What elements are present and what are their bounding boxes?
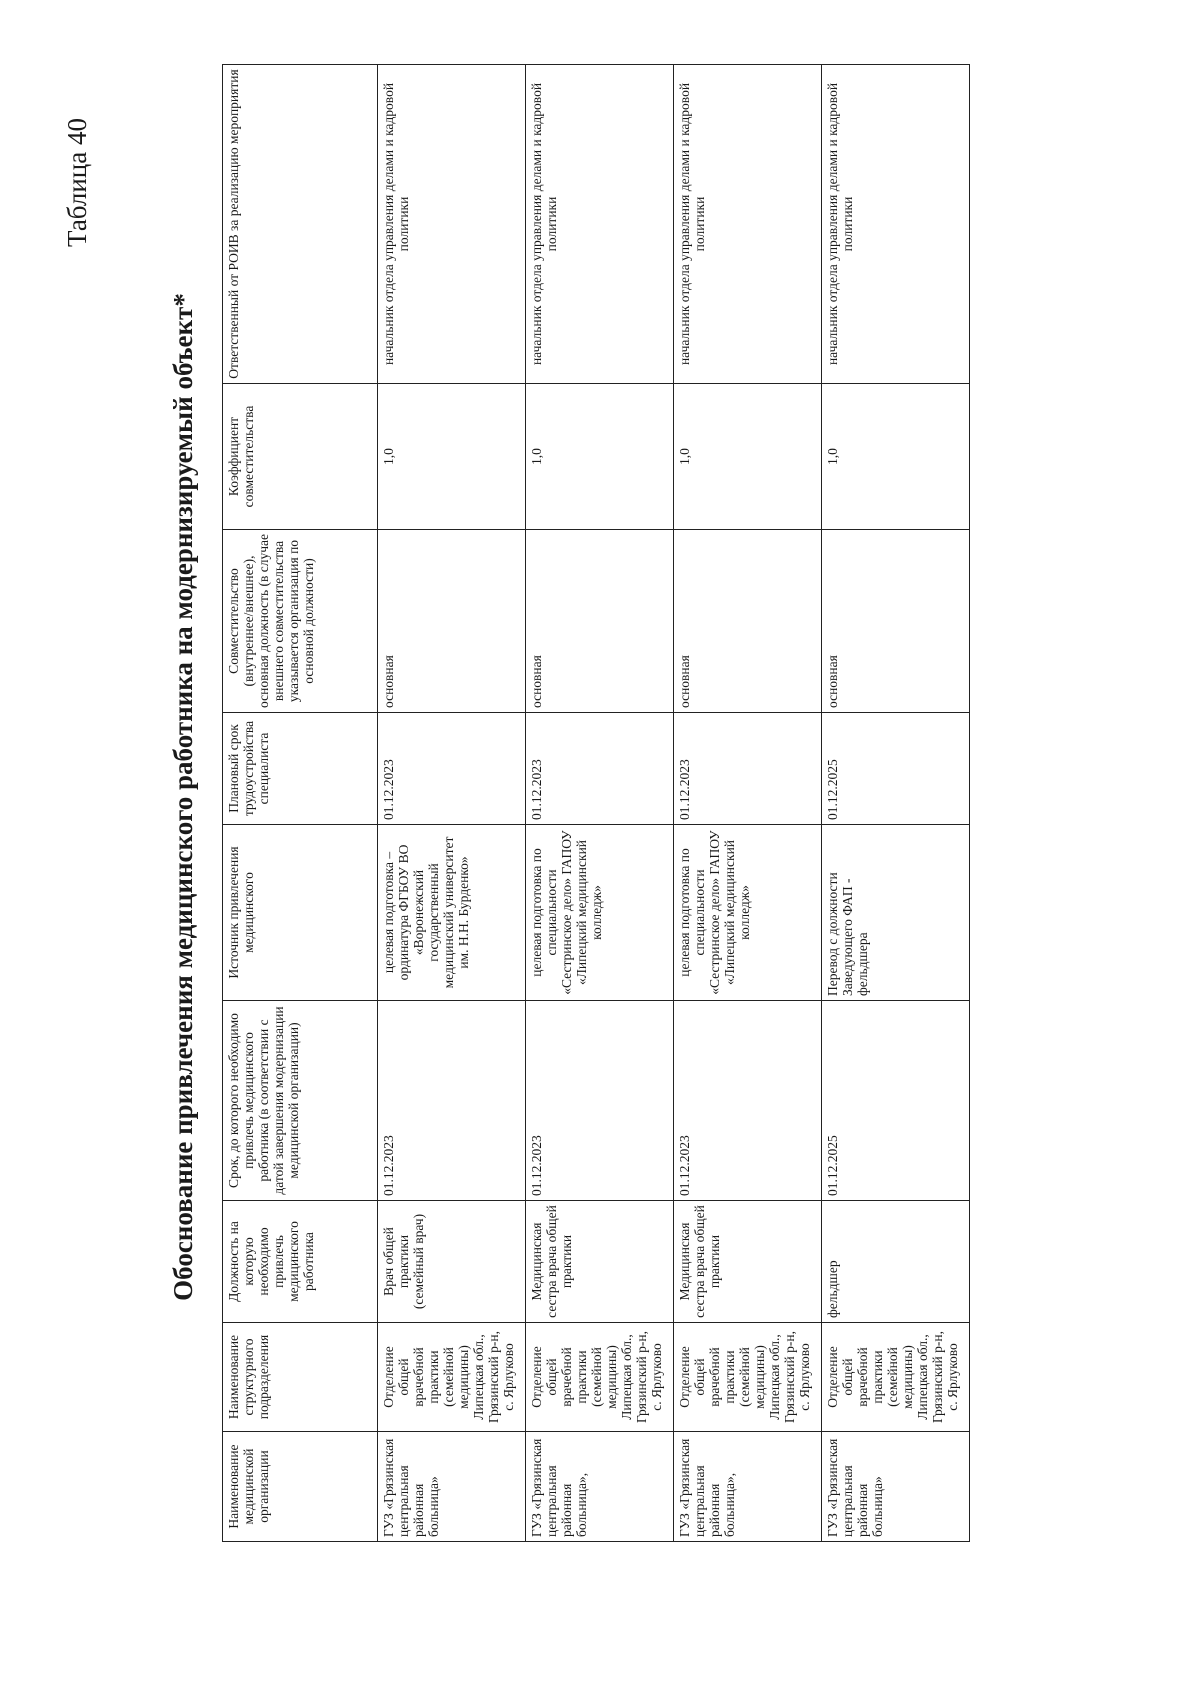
cell-coef: 1,0	[674, 384, 822, 530]
cell-planned: 01.12.2025	[822, 713, 970, 825]
cell-planned: 01.12.2023	[674, 713, 822, 825]
cell-planned: 01.12.2023	[526, 713, 674, 825]
header-planned: Плановый срок трудоустройства специалиста	[223, 713, 378, 825]
cell-org: ГУЗ «Грязинская центральная районная больница»	[378, 1432, 526, 1542]
header-unit: Наименование структурного подразделения	[223, 1323, 378, 1432]
header-source: Источник привлечения медицинского	[223, 825, 378, 1001]
cell-coef: 1,0	[526, 384, 674, 530]
cell-responsible: начальник отдела управления делами и кадровой политики	[822, 65, 970, 384]
cell-coef: 1,0	[378, 384, 526, 530]
table-row	[378, 65, 526, 1542]
cell-org: ГУЗ «Грязинская центральная районная больница»,	[674, 1432, 822, 1542]
cell-unit: Отделение общей врачебной практики (семейной медицины) Липецкая обл., Грязинский р-н, с. Ярлуково	[526, 1323, 674, 1432]
cell-unit: Отделение общей врачебной практики (семейной медицины) Липецкая обл., Грязинский р-н, с. Ярлуково	[674, 1323, 822, 1432]
cell-deadline: 01.12.2025	[822, 1001, 970, 1201]
table-row	[822, 65, 970, 1542]
table-row	[526, 65, 674, 1542]
cell-unit: Отделение общей врачебной практики (семейной медицины) Липецкая обл., Грязинский р-н, с. Ярлуково	[378, 1323, 526, 1432]
cell-deadline: 01.12.2023	[674, 1001, 822, 1201]
header-responsible: Ответственный от РОИВ за реализацию мероприятия	[223, 65, 378, 384]
header-org: Наименование медицинской организации	[223, 1432, 378, 1542]
cell-combination: основная	[378, 530, 526, 713]
cell-org: ГУЗ «Грязинская центральная районная больница»,	[526, 1432, 674, 1542]
cell-position: Медицинская сестра врача общей практики	[526, 1201, 674, 1323]
cell-responsible: начальник отдела управления делами и кадровой политики	[526, 65, 674, 384]
cell-position: Врач общей практики (семейный врач)	[378, 1201, 526, 1323]
cell-combination: основная	[674, 530, 822, 713]
cell-responsible: начальник отдела управления делами и кадровой политики	[378, 65, 526, 384]
cell-planned: 01.12.2023	[378, 713, 526, 825]
cell-source: целевая подготовка – ординатура ФГБОУ ВО «Воронежский государственный медицинский университет им. Н.Н. Бурденко»	[378, 825, 526, 1001]
table-header-row	[223, 65, 378, 1542]
cell-source: целевая подготовка по специальности «Сестринское дело» ГАПОУ «Липецкий медицинский колледж»	[674, 825, 822, 1001]
cell-unit: Отделение общей врачебной практики (семейной медицины) Липецкая обл., Грязинский р-н, с. Ярлуково	[822, 1323, 970, 1432]
justification-table	[222, 64, 970, 1542]
header-position: Должность на которую необходимо привлечь медицинского работника	[223, 1201, 378, 1323]
cell-source: целевая подготовка по специальности «Сестринское дело» ГАПОУ «Липецкий медицинский колледж»	[526, 825, 674, 1001]
table-label: Таблица 40	[62, 118, 92, 247]
header-coef: Коэффициент совместительства	[223, 384, 378, 530]
header-combination: Совместительство (внутреннее/внешнее), основная должность (в случае внешнего совместительства указывается организация по основной должности)	[223, 530, 378, 713]
cell-org: ГУЗ «Грязинская центральная районная больница»	[822, 1432, 970, 1542]
header-deadline: Срок, до которого необходимо привлечь медицинского работника (в соответствии с датой завершения модернизации медицинской организации)	[223, 1001, 378, 1201]
cell-deadline: 01.12.2023	[526, 1001, 674, 1201]
cell-responsible: начальник отдела управления делами и кадровой политики	[674, 65, 822, 384]
table-row	[674, 65, 822, 1542]
cell-combination: основная	[526, 530, 674, 713]
cell-source: Перевод с должности Заведующего ФАП - фельдшера	[822, 825, 970, 1001]
cell-combination: основная	[822, 530, 970, 713]
cell-coef: 1,0	[822, 384, 970, 530]
cell-position: Медицинская сестра врача общей практики	[674, 1201, 822, 1323]
cell-position: фельдшер	[822, 1201, 970, 1323]
cell-deadline: 01.12.2023	[378, 1001, 526, 1201]
page-title: Обоснование привлечения медицинского работника на модернизируемый объект*	[168, 293, 198, 1301]
